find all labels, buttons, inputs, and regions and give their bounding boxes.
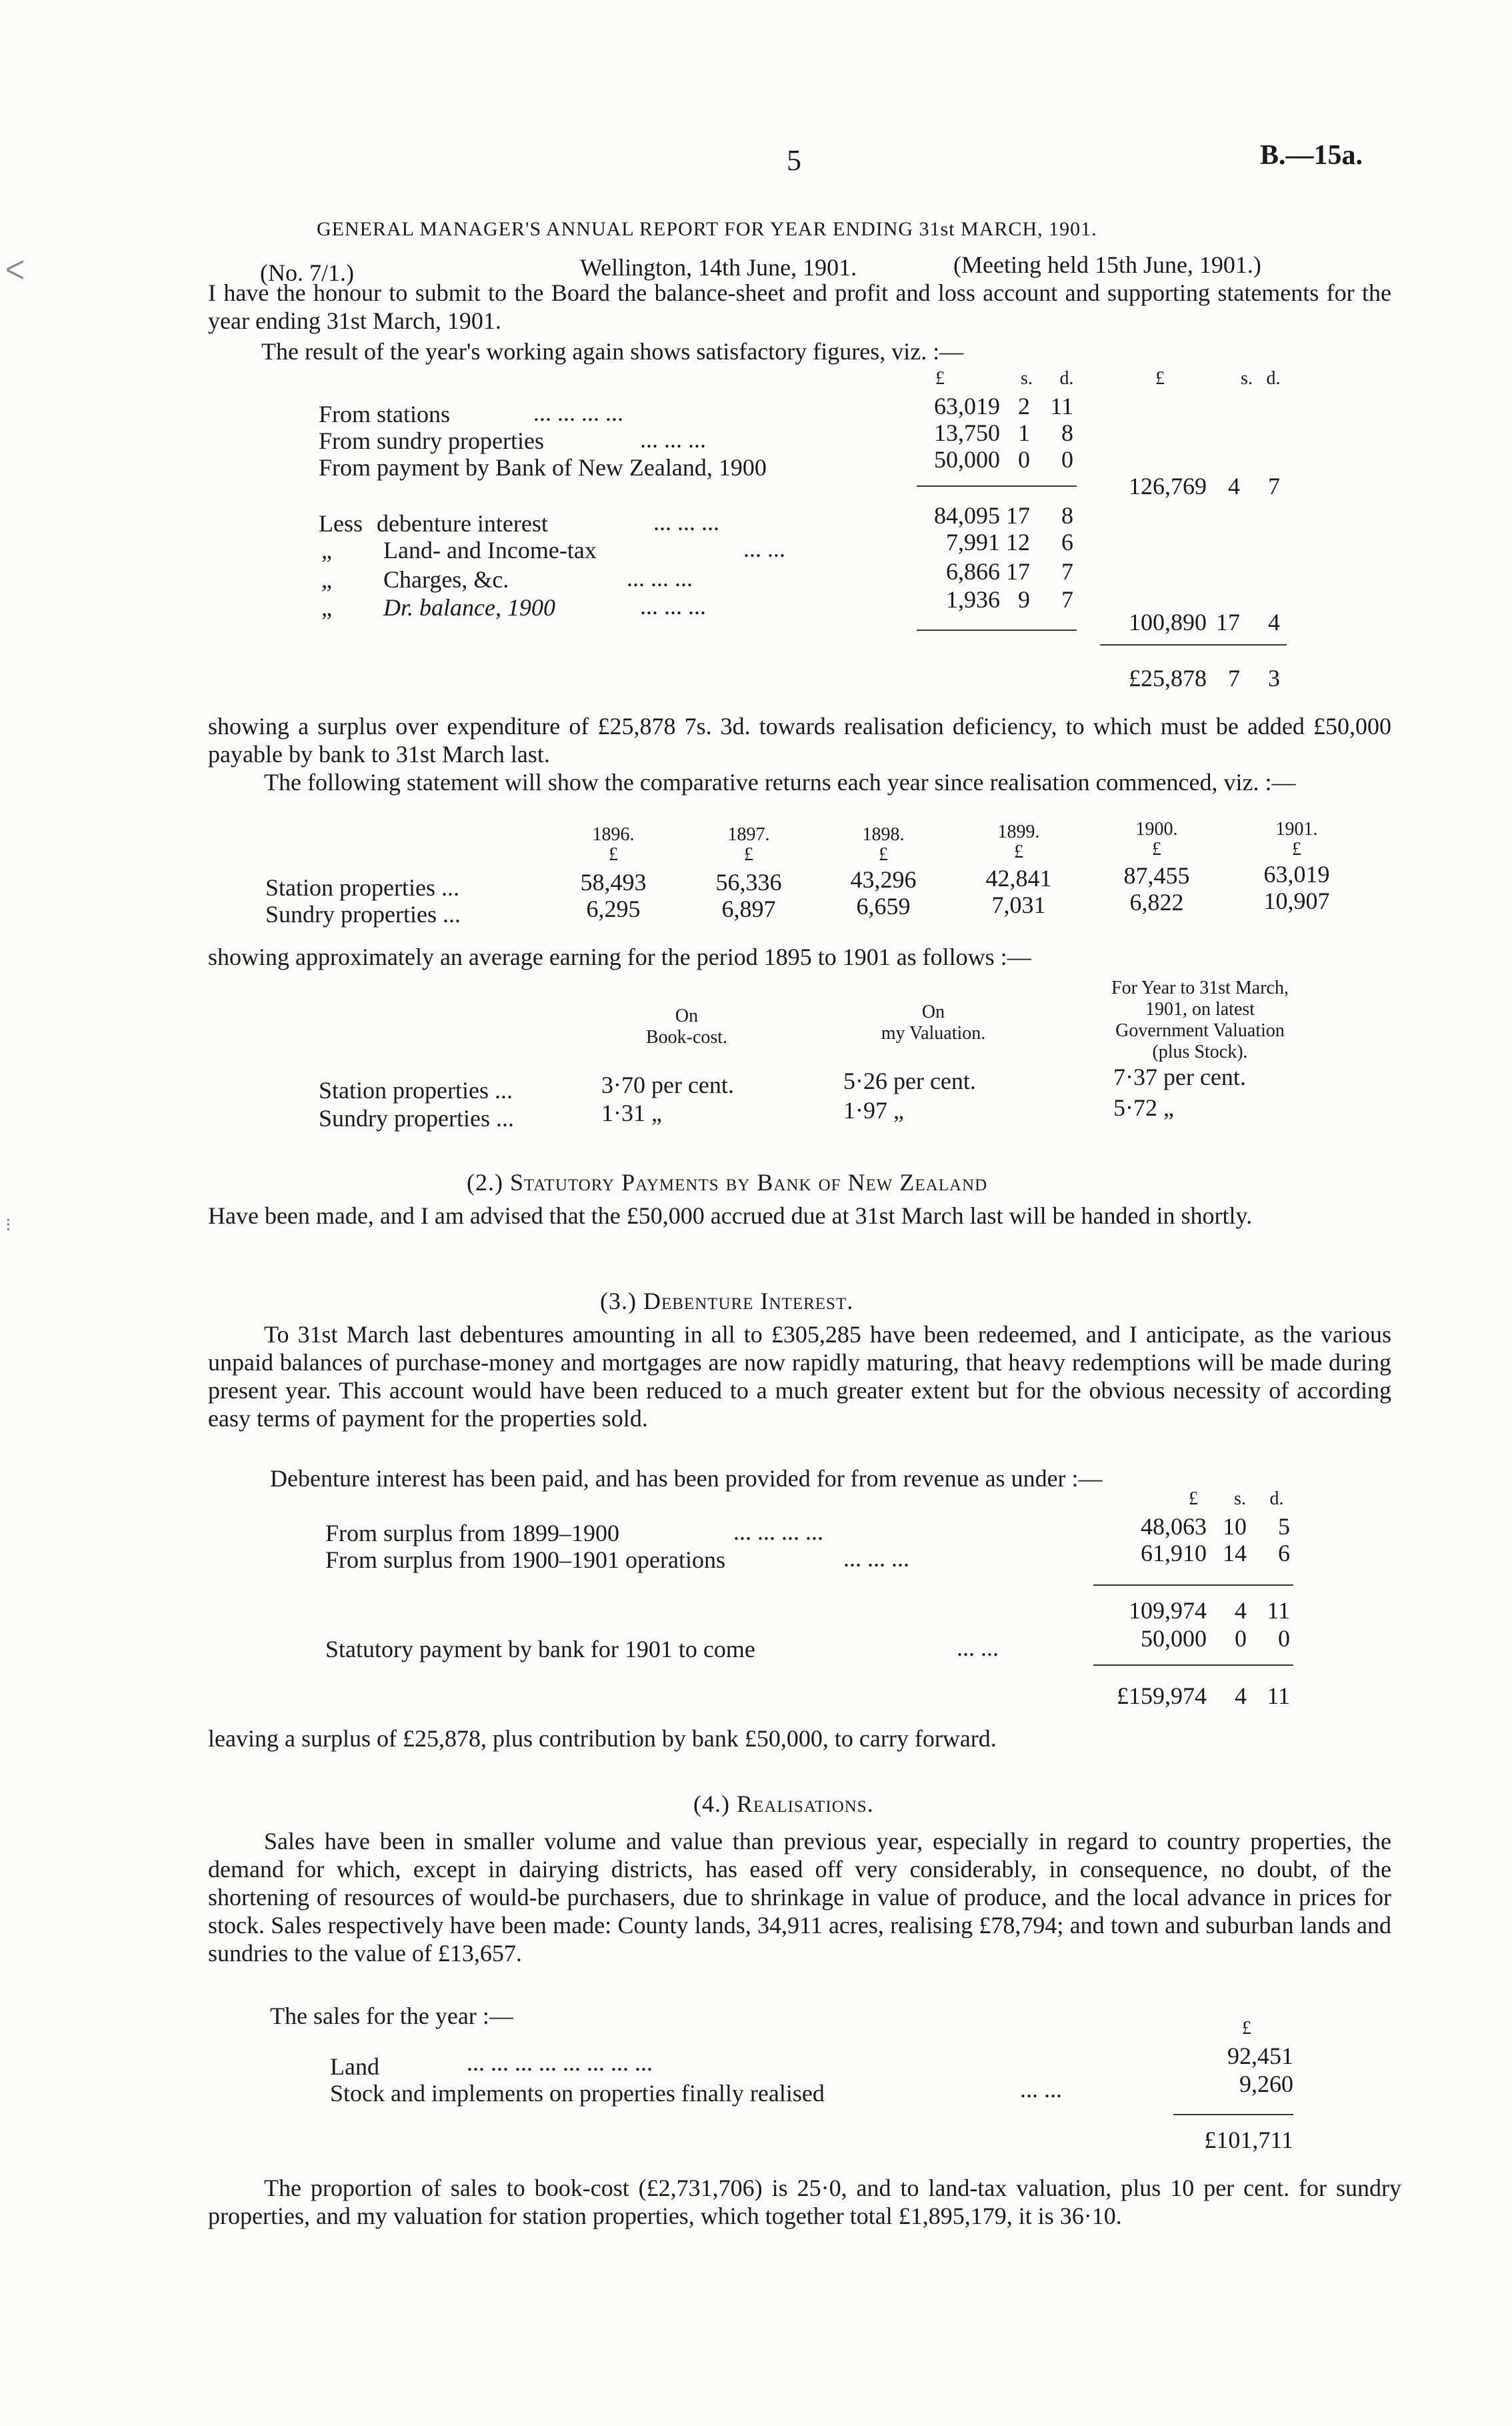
less-prefix: Less [319, 510, 363, 537]
leader-dots: ... ... ... [843, 1545, 909, 1572]
leader-dots: ... ... ... ... [733, 1518, 823, 1545]
col-head-shillings: s. [1234, 1488, 1246, 1509]
less-pounds: 84,095 [934, 502, 1000, 529]
debenture-shillings: 10 [1223, 1513, 1247, 1540]
sales-row-label: Land [330, 2053, 379, 2080]
less-label: debenture interest [377, 510, 548, 537]
income-shillings: 2 [1018, 393, 1030, 419]
less-pence: 7 [1061, 558, 1073, 585]
leader-dots: ... ... ... ... [533, 399, 623, 426]
comparative-cell: 6,822 [1129, 889, 1184, 916]
average-cell: 1·31 „ [601, 1100, 662, 1126]
intro-viz: The result of the year's working again shows satisfactory figures, viz. :— [261, 338, 964, 365]
sales-total: £101,711 [1204, 2127, 1293, 2153]
comparative-cell: 6,295 [586, 896, 641, 922]
less-pence: 6 [1061, 529, 1073, 555]
col-head-shillings-total: s. [1241, 368, 1253, 389]
average-head-bookcost: Book-cost. [645, 1027, 728, 1048]
year-header: 1897. [727, 824, 770, 845]
less-prefix: „ [321, 537, 332, 563]
income-total-pence: 7 [1268, 473, 1280, 499]
sales-unit: £ [1242, 2018, 1251, 2039]
comparative-row-label: Sundry properties ... [265, 901, 461, 928]
less-pence: 8 [1061, 502, 1073, 529]
col-head-pounds: £ [1189, 1488, 1198, 1509]
unit-header: £ [1152, 839, 1161, 860]
average-cell: 5·72 „ [1113, 1094, 1174, 1121]
section-2-heading: (2.) Statutory Payments by Bank of New Zealand [467, 1169, 988, 1196]
leader-dots: ... ... ... [653, 509, 719, 535]
statutory-label: Statutory payment by bank for 1901 to come [325, 1636, 755, 1662]
sales-rule [1173, 2114, 1293, 2115]
comparative-cell: 6,659 [856, 893, 911, 920]
debenture-pence: 6 [1278, 1540, 1290, 1566]
income-shillings: 1 [1018, 419, 1030, 446]
net-pence: 3 [1268, 665, 1280, 692]
debenture-row-label: From surplus from 1900–1901 operations [325, 1546, 725, 1573]
income-pence: 0 [1061, 446, 1073, 473]
comparative-cell: 63,019 [1263, 861, 1330, 888]
income-total-pounds: 126,769 [1129, 473, 1207, 499]
unit-header: £ [744, 844, 753, 865]
income-pounds: 50,000 [934, 446, 1000, 473]
section-3-intro: Debenture interest has been paid, and has been provided for from revenue as under :— [270, 1465, 1103, 1492]
average-head-valuation: my Valuation. [881, 1023, 986, 1044]
less-rule [917, 630, 1077, 631]
section-3-paragraph: To 31st March last debentures amounting in all to £305,285 have been redeemed, and I anticipate, as the various unpaid balances of purchase-money and mortgages are now rapidly maturing, that heavy redemptions will be made during present year. This account would have been reduced to a much greater extent but for the obvious necessity of according easy terms of payment for the properties sold. [208, 1321, 1391, 1432]
section-3-closing: leaving a surplus of £25,878, plus contribution by bank £50,000, to carry forward. [208, 1725, 997, 1752]
sales-value: 92,451 [1227, 2043, 1293, 2069]
less-prefix: „ [321, 594, 332, 621]
leader-dots: ... ... [957, 1634, 999, 1661]
income-pounds: 63,019 [934, 393, 1000, 419]
income-label: From sundry properties [319, 427, 544, 454]
income-pence: 8 [1061, 419, 1073, 446]
net-rule [1100, 644, 1287, 646]
average-cell: 5·26 per cent. [843, 1068, 976, 1094]
sales-row-label: Stock and implements on properties finally realised [330, 2080, 825, 2107]
comparative-cell: 10,907 [1263, 888, 1330, 914]
income-pounds: 13,750 [934, 419, 1000, 446]
debenture-pounds: 48,063 [1141, 1513, 1207, 1540]
less-pounds: 7,991 [946, 529, 1000, 555]
less-total-pence: 4 [1268, 609, 1280, 636]
statutory-shillings: 0 [1235, 1625, 1247, 1652]
margin-mark: ᐸ [5, 255, 25, 285]
comparative-cell: 58,493 [580, 869, 647, 896]
average-cell: 1·97 „ [843, 1097, 904, 1124]
section-4-closing: The proportion of sales to book-cost (£2,731,706) is 25·0, and to land-tax valuation, plus 10 per cent. for sundry properties, and my valuation for station properties, which together total £1,895,179, it is 36·10. [208, 2175, 1401, 2229]
margin-mark: ⁝ [5, 1215, 11, 1236]
average-intro: showing approximately an average earning for the period 1895 to 1901 as follows :— [208, 944, 1031, 970]
leader-dots: ... ... ... [627, 565, 693, 591]
comparative-cell: 87,455 [1123, 862, 1190, 889]
year-header: 1899. [997, 822, 1040, 842]
debenture-shillings: 14 [1223, 1540, 1247, 1566]
comparative-cell: 42,841 [985, 865, 1052, 892]
income-label: From payment by Bank of New Zealand, 1900 [319, 454, 767, 481]
leader-dots: ... ... [1020, 2076, 1062, 2103]
average-head-government: 1901, on latest [1145, 999, 1255, 1020]
less-prefix: „ [321, 566, 332, 593]
document-reference: B.—15a. [1260, 140, 1363, 171]
intro-paragraph: I have the honour to submit to the Board the balance-sheet and profit and loss account and supporting statements for the year ending 31st March, 1901. [208, 279, 1391, 334]
debenture-total-rule [1093, 1664, 1293, 1666]
leader-dots: ... ... ... ... ... ... ... ... [467, 2049, 653, 2076]
less-shillings: 12 [1006, 529, 1030, 555]
less-shillings: 17 [1006, 502, 1030, 529]
average-head-bookcost: On [675, 1006, 699, 1026]
col-head-pounds-total: £ [1155, 368, 1165, 389]
less-shillings: 9 [1018, 586, 1030, 613]
debenture-subtotal-shillings: 4 [1235, 1597, 1247, 1624]
section-2-text: Have been made, and I am advised that the £50,000 accrued due at 31st March last will be handed in shortly. [208, 1202, 1253, 1229]
leader-dots: ... ... ... [640, 593, 706, 620]
leader-dots: ... ... ... [640, 426, 706, 453]
page-number: 5 [787, 144, 801, 177]
debenture-pence: 5 [1278, 1513, 1290, 1540]
col-head-pence-total: d. [1266, 368, 1281, 389]
debenture-total-pence: 11 [1267, 1682, 1290, 1709]
less-label: Land- and Income-tax [383, 537, 597, 563]
income-shillings: 0 [1018, 446, 1030, 473]
average-cell: 7·37 per cent. [1113, 1064, 1246, 1090]
debenture-subtotal-pence: 11 [1267, 1597, 1290, 1624]
average-row-label: Sundry properties ... [319, 1105, 514, 1132]
comparative-cell: 7,031 [991, 892, 1046, 918]
unit-header: £ [879, 844, 888, 865]
surplus-paragraph: showing a surplus over expenditure of £25,878 7s. 3d. towards realisation deficiency, to which must be added £50,000 payable by bank to 31st March last. [208, 713, 1391, 768]
debenture-row-label: From surplus from 1899–1900 [325, 1520, 619, 1546]
less-total-pounds: 100,890 [1129, 609, 1207, 636]
unit-header: £ [609, 844, 618, 865]
comparative-cell: 43,296 [850, 866, 917, 893]
income-label: From stations [319, 401, 451, 427]
income-pence: 11 [1050, 393, 1073, 419]
sales-value: 9,260 [1239, 2071, 1293, 2097]
section-3-heading: (3.) Debenture Interest. [600, 1288, 854, 1314]
section-4-heading: (4.) Realisations. [693, 1790, 874, 1817]
less-pounds: 6,866 [946, 558, 1000, 585]
income-rule [917, 485, 1077, 487]
net-pounds: £25,878 [1129, 665, 1207, 692]
net-shillings: 7 [1228, 665, 1240, 692]
debenture-total-pounds: £159,974 [1117, 1682, 1207, 1709]
statutory-pence: 0 [1278, 1625, 1290, 1652]
letter-number: (No. 7/1.) [260, 259, 354, 286]
average-head-government: (plus Stock). [1152, 1042, 1248, 1062]
comparative-cell: 56,336 [715, 869, 782, 896]
comparative-cell: 6,897 [721, 896, 776, 922]
year-header: 1898. [862, 824, 905, 845]
leader-dots: ... ... [743, 535, 785, 562]
col-head-shillings: s. [1021, 368, 1033, 389]
letter-place-date: Wellington, 14th June, 1901. [580, 254, 857, 281]
debenture-total-shillings: 4 [1235, 1682, 1247, 1709]
col-head-pounds: £ [935, 368, 945, 389]
statutory-pounds: 50,000 [1141, 1625, 1207, 1652]
less-shillings: 17 [1006, 558, 1030, 585]
average-head-government: For Year to 31st March, [1111, 978, 1289, 998]
unit-header: £ [1292, 839, 1301, 860]
debenture-subtotal-pounds: 109,974 [1129, 1597, 1207, 1624]
less-pence: 7 [1061, 586, 1073, 613]
debenture-pounds: 61,910 [1141, 1540, 1207, 1566]
year-header: 1900. [1135, 819, 1178, 840]
average-head-government: Government Valuation [1115, 1020, 1285, 1041]
comparative-row-label: Station properties ... [265, 874, 459, 901]
average-row-label: Station properties ... [319, 1077, 513, 1104]
col-head-pence: d. [1269, 1488, 1284, 1509]
meeting-date: (Meeting held 15th June, 1901.) [953, 251, 1261, 278]
col-head-pence: d. [1059, 368, 1074, 389]
average-cell: 3·70 per cent. [601, 1072, 734, 1098]
less-label: Dr. balance, 1900 [383, 594, 555, 621]
less-pounds: 1,936 [946, 586, 1000, 613]
comparative-intro: The following statement will show the comparative returns each year since realisation commenced, viz. :— [264, 769, 1296, 796]
section-4-intro: The sales for the year :— [270, 2003, 513, 2029]
year-header: 1901. [1275, 819, 1318, 840]
unit-header: £ [1014, 842, 1023, 862]
average-head-valuation: On [921, 1002, 945, 1022]
less-total-shillings: 17 [1216, 609, 1240, 636]
less-label: Charges, &c. [383, 566, 509, 593]
year-header: 1896. [592, 824, 635, 845]
income-total-shillings: 4 [1228, 473, 1240, 499]
section-4-paragraph: Sales have been in smaller volume and value than previous year, especially in regard to country properties, the demand for which, except in dairying districts, has eased off very considerably, in consequence, no doubt, of the shortening of resources of would-be purchasers, due to shrinkage in value of produce, and the local advance in prices for stock. Sales respectively have been made: County lands, 34,911 acres, realising £78,794; and town and suburban lands and sundries to the value of £13,657. [208, 1828, 1391, 1967]
report-title: GENERAL MANAGER'S ANNUAL REPORT FOR YEAR ENDING 31st MARCH, 1901. [317, 218, 1097, 240]
debenture-rule [1093, 1584, 1293, 1586]
